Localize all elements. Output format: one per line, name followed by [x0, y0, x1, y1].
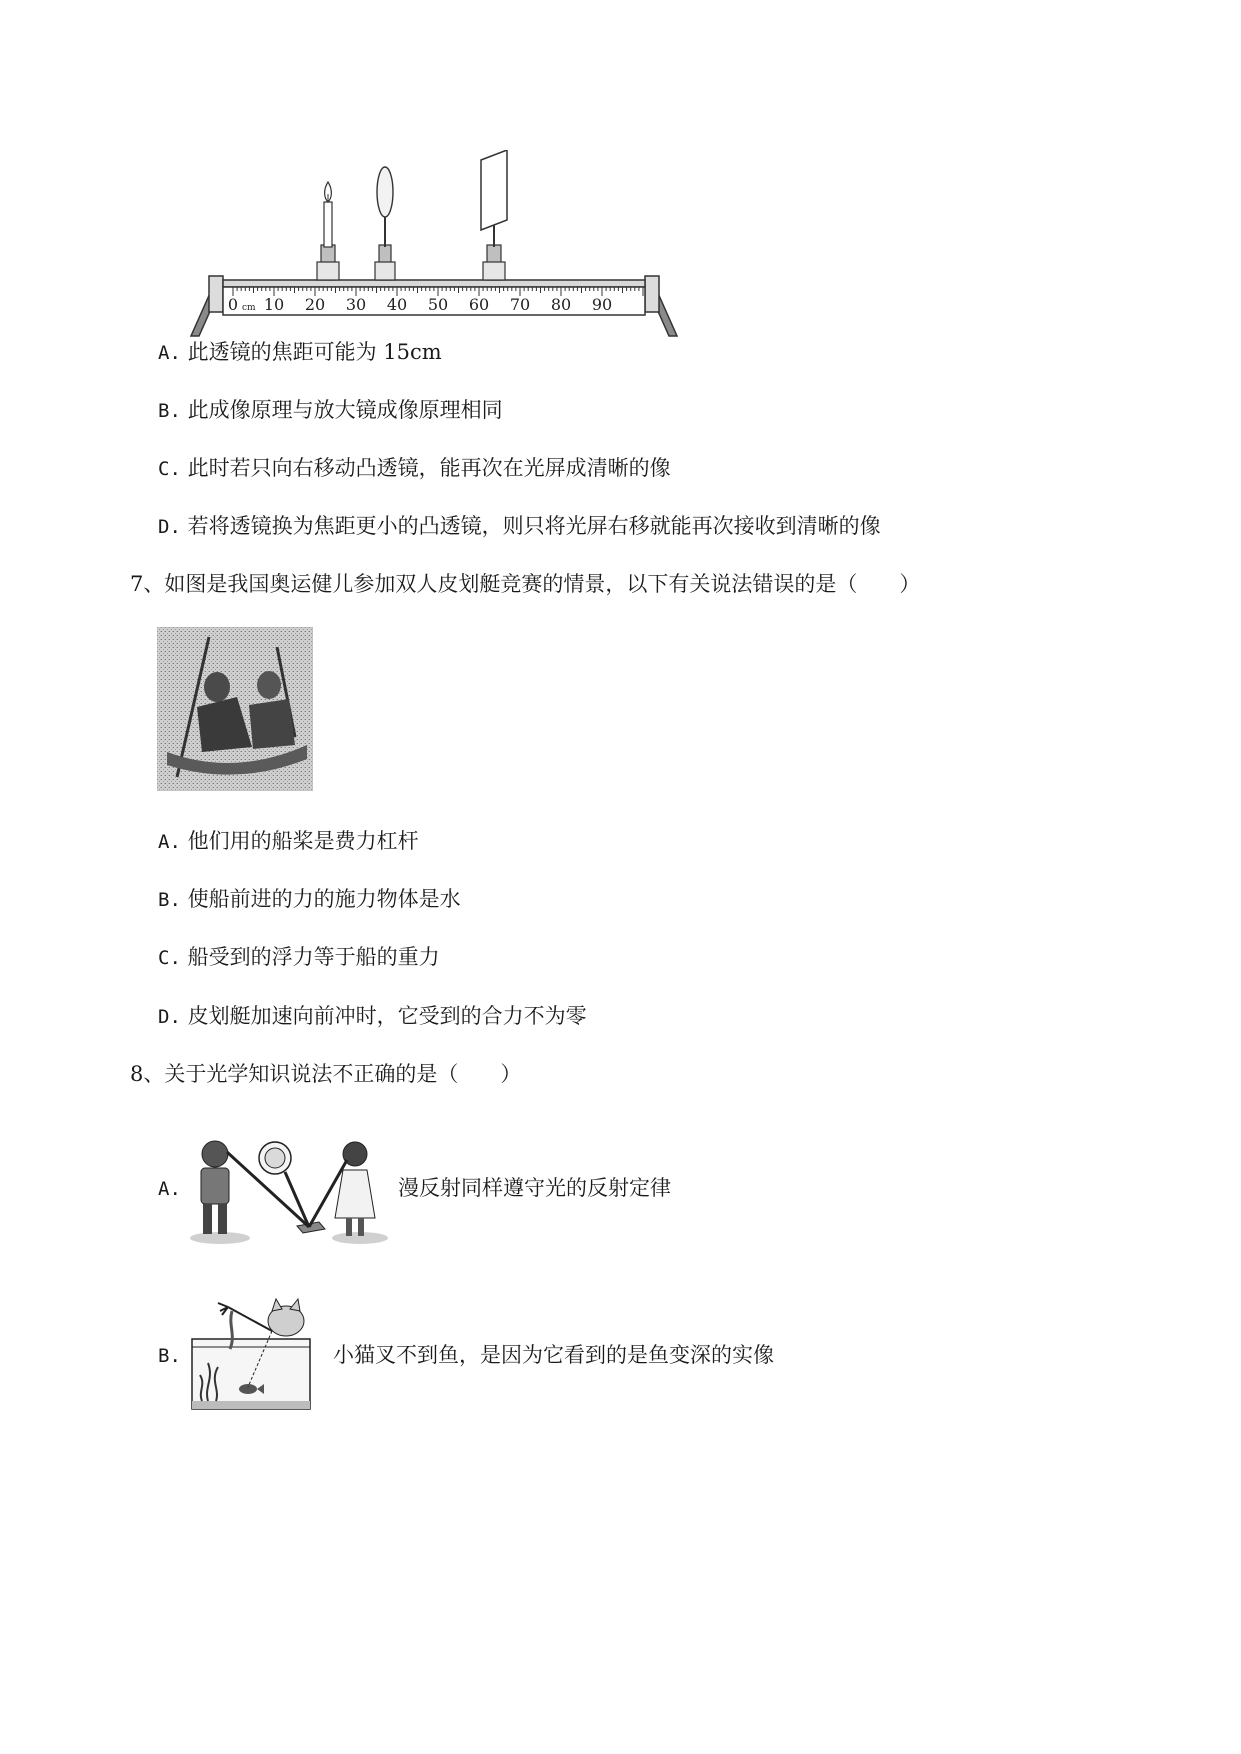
- cat-fishing-figure: [188, 1297, 314, 1414]
- q8-stem: 8、关于光学知识说法不正确的是（ ）: [130, 1062, 522, 1086]
- option-letter: C.: [158, 947, 181, 969]
- option-text: 此成像原理与放大镜成像原理相同: [187, 398, 503, 422]
- ruler-tick-label: 90: [591, 295, 613, 314]
- option-letter: C.: [158, 458, 181, 480]
- option-text: 船受到的浮力等于船的重力: [187, 945, 440, 969]
- option-text: 他们用的船桨是费力杠杆: [187, 829, 419, 853]
- ruler-tick-label: 70: [509, 295, 531, 314]
- q7-option-b[interactable]: [158, 884, 461, 915]
- optical-bench-figure: [185, 150, 685, 345]
- option-text: 皮划艇加速向前冲时，它受到的合力不为零: [187, 1004, 587, 1028]
- q6-option-b[interactable]: [158, 395, 503, 426]
- q8-option-a-text: 漫反射同样遵守光的反射定律: [398, 1176, 671, 1200]
- q8-option-a[interactable]: [158, 1173, 181, 1204]
- q7-option-d[interactable]: [158, 1001, 587, 1032]
- ruler-tick-label: 10: [263, 295, 285, 314]
- q7-option-c[interactable]: [158, 942, 440, 973]
- q7-option-a[interactable]: [158, 826, 419, 857]
- q8-option-b[interactable]: [158, 1340, 181, 1371]
- ruler-tick-label: 80: [550, 295, 572, 314]
- option-letter: D.: [158, 516, 181, 538]
- option-letter: B.: [158, 889, 181, 911]
- kayak-photo-figure: [157, 627, 313, 791]
- q6-option-a[interactable]: [158, 337, 442, 368]
- ruler-tick-label: 20: [304, 295, 326, 314]
- option-letter: A.: [158, 831, 181, 853]
- option-letter: A.: [158, 342, 181, 364]
- ruler-tick-label: 30: [345, 295, 367, 314]
- option-letter: A.: [158, 1178, 181, 1200]
- option-text: 使船前进的力的施力物体是水: [187, 887, 461, 911]
- q7-stem: 7、如图是我国奥运健儿参加双人皮划艇竞赛的情景，以下有关说法错误的是（ ）: [130, 572, 921, 596]
- convex-lens: [375, 167, 395, 280]
- ruler-tick-label: 50: [427, 295, 449, 314]
- option-letter: B.: [158, 400, 181, 422]
- q8-option-b-text: 小猫叉不到鱼，是因为它看到的是鱼变深的实像: [333, 1343, 774, 1367]
- candle: [317, 182, 339, 280]
- diffuse-reflection-figure: [185, 1132, 390, 1250]
- option-letter: D.: [158, 1006, 181, 1028]
- q6-option-c[interactable]: [158, 453, 671, 484]
- option-text: 此时若只向右移动凸透镜，能再次在光屏成清晰的像: [187, 456, 671, 480]
- ruler-tick-label: 0: [227, 295, 239, 314]
- q6-option-d[interactable]: [158, 511, 881, 542]
- ruler-tick-label: 60: [468, 295, 490, 314]
- ruler-unit-label: cm: [242, 303, 256, 313]
- option-text: 若将透镜换为焦距更小的凸透镜，则只将光屏右移就能再次接收到清晰的像: [187, 514, 881, 538]
- light-screen: [481, 150, 507, 280]
- option-text: 此透镜的焦距可能为 15cm: [187, 340, 442, 364]
- ruler-tick-label: 40: [386, 295, 408, 314]
- option-letter: B.: [158, 1345, 181, 1367]
